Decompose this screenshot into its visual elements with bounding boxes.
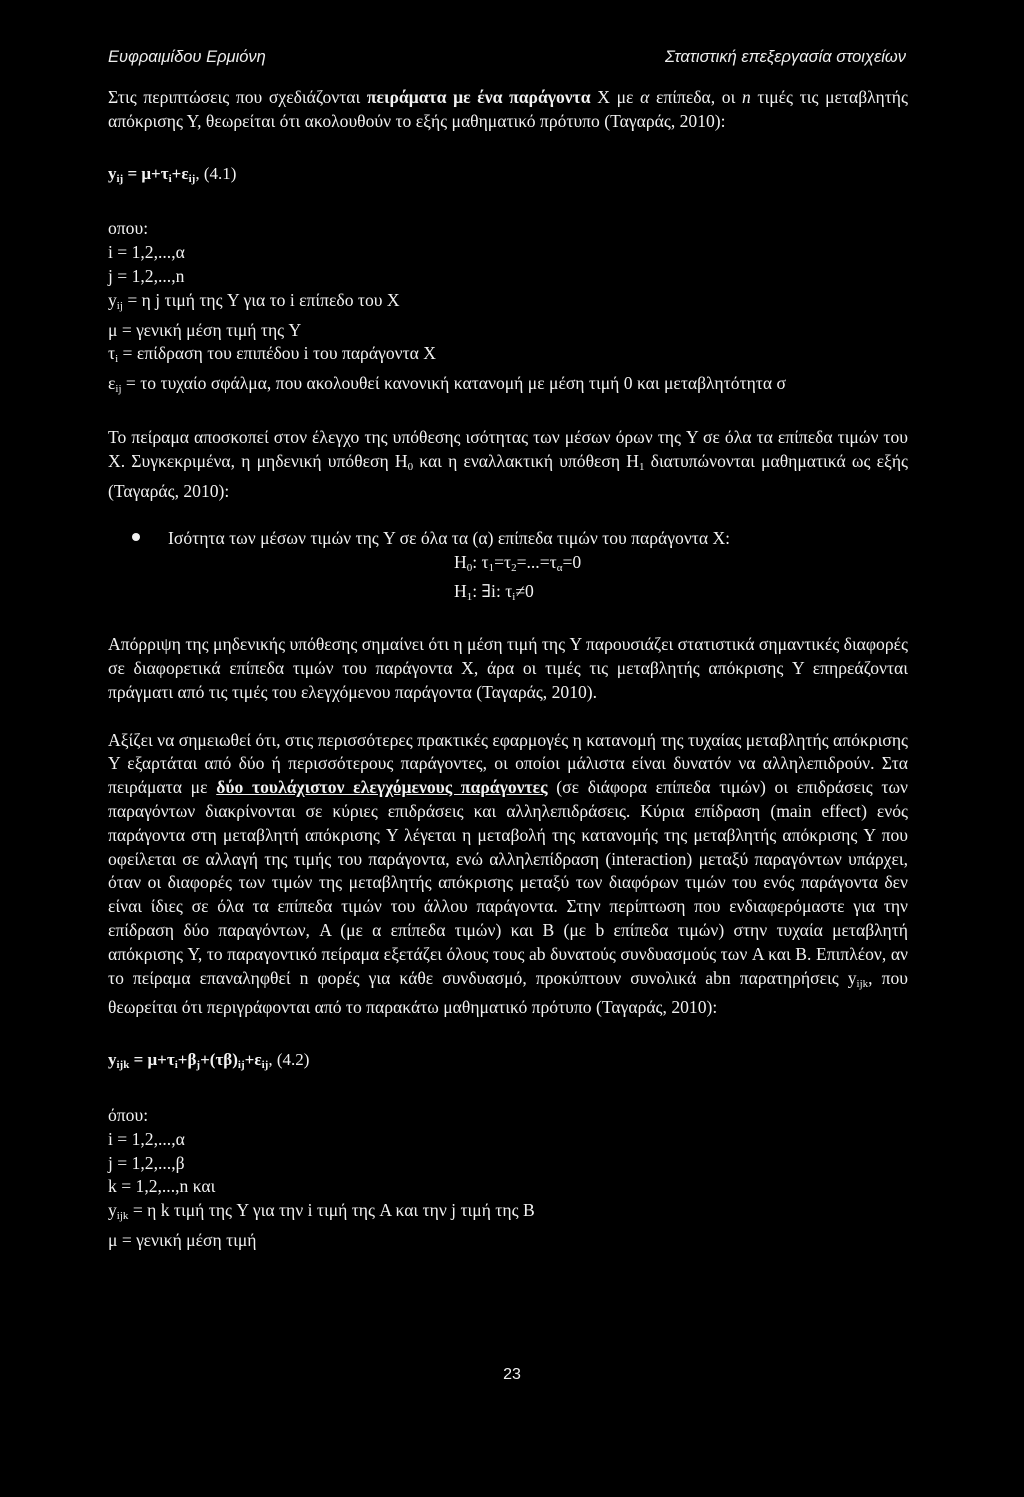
hypothesis-h0: $H_0$: $\tau_1=\tau_2=...=\tau_\alpha=0$ xyxy=(454,552,582,575)
hypothesis-h1: $H_1$: ∃i: $\tau_i\ne 0$ xyxy=(454,581,534,604)
definition-line: όπου: xyxy=(108,1104,149,1125)
definition-line: μ = γενική μέση τιμή της Y xyxy=(108,319,302,340)
header-title: Στατιστική επεξεργασία στοιχείων xyxy=(665,48,906,66)
bullet-icon xyxy=(132,533,140,541)
paragraph-rejection: Απόρριψη της μηδενικής υπόθεσης σημαίνει ότι η μέση τιμή της Y παρουσιάζει στατιστικά σημαντικές διαφορές σε διαφορετικά επίπεδα τιμών του παράγοντα X, άρα οι τιμές τις μεταβλητής απόκρισης Y επηρεάζονται πράγματι από τις τιμές του ελεγχόμενου παράγοντα (Ταγαράς, 2010). xyxy=(108,634,908,702)
equation-4-2: $y_{ijk} = \mu+\tau_i+\beta_j+(\tau\beta)_{ij}+\varepsilon_{ij}$, (4.2) xyxy=(108,1050,310,1072)
definitions-list-2 xyxy=(108,1104,908,1253)
definition-line: $y_{ijk} = \eta$ k τιμή της Y για την i τιμή της A και την j τιμή της B xyxy=(108,1200,535,1223)
definitions-list-1 xyxy=(108,217,908,402)
page-number: 23 xyxy=(503,1366,521,1383)
paragraph-factorial: Αξίζει να σημειωθεί ότι, στις περισσότερες πρακτικές εφαρμογές η κατανομή της τυχαίας μεταβλητής απόκρισης Y εξαρτάται από δύο ή περισσότερους παράγοντες, οι οποίοι μάλιστα είναι δυνατόν να αλληλεπιδρούν. Στα πειράματα με δύο τουλάχιστον ελεγχόμενους παράγοντες (σε διάφορα επίπεδα τιμών) οι επιδράσεις των παραγόντων διακρίνονται σε κύριες επιδράσεις και αλληλεπιδράσεις. Κύρια επίδραση (main effect) ενός παράγοντα στη μεταβλητή απόκρισης Y λέγεται η μεταβολή της κατανομής της μεταβλητής απόκρισης Y που οφείλεται σε αλλαγή της τιμής του παράγοντα, ενώ αλληλεπίδραση (interaction) μεταξύ παραγόντων υπάρχει, όταν οι διαφορές των τιμών της μεταβλητής απόκρισης μεταξύ των διαφόρων τιμών του ενός παράγοντα δεν είναι ίδιες σε όλα τα επίπεδα τιμών του άλλου παράγοντα. Στην περίπτωση που ενδιαφερόμαστε για την επίδραση δύο παραγόντων, A (με α επίπεδα τιμών) και B (με b επίπεδα τιμών) στην τυχαία μεταβλητή απόκρισης Y, το παραγοντικό πείραμα εξετάζει όλους τους ab δυνατούς συνδυασμούς των A και B. Επιπλέον, αν το πείραμα επαναληφθεί n φορές για κάθε συνδυασμό, προκύπτουν συνολικά abn παρατηρήσεις $y_{ijk}$, που θεωρείται ότι περιγράφονται από το παρακάτω μαθηματικό πρότυπο (Ταγαράς, 2010): xyxy=(108,729,909,1018)
definition-line: $\varepsilon_{ij} = \tau o$ τυχαίο σφάλμα, που ακολουθεί κανονική κατανομή με μέση τιμή 0 και μεταβλητότητα σ xyxy=(108,373,786,396)
definition-line: $\tau_i = \varepsilon\pi ί\delta\rho\alpha\sigma\eta$ του επιπέδου i του παράγοντα X xyxy=(108,343,436,366)
bullet-item: Ισότητα των μέσων τιμών της Y σε όλα τα (α) επίπεδα τιμών του παράγοντα X: xyxy=(132,527,908,551)
definition-line: i = 1,2,...,α xyxy=(108,242,185,263)
paragraph-intro: Στις περιπτώσεις που σχεδιάζονται πειράματα με ένα παράγοντα X με α επίπεδα, οι n τιμές τις μεταβλητής απόκρισης Υ, θεωρείται ότι ακολουθούν το εξής μαθηματικό πρότυπο (Ταγαράς, 2010): xyxy=(108,87,908,131)
page-body xyxy=(108,86,908,1253)
definition-line: οπου: xyxy=(108,218,149,239)
equation-4-1: $y_{ij} = \mu+\tau_i+\varepsilon_{ij}$, (4.1) xyxy=(108,163,237,185)
definition-line: j = 1,2,...,β xyxy=(108,1152,185,1173)
definition-line: $y_{ij} = \eta$ j τιμή της Y για το i επίπεδο του X xyxy=(108,289,400,312)
definition-line: k = 1,2,...,n και xyxy=(108,1176,216,1197)
definition-line: i = 1,2,...,α xyxy=(108,1128,185,1149)
definition-line: j = 1,2,...,n xyxy=(108,265,185,286)
header-author: Ευφραιμίδου Ερμιόνη xyxy=(108,48,266,66)
definition-line: μ = γενική μέση τιμή xyxy=(108,1229,257,1250)
page-header xyxy=(108,48,906,67)
paragraph-hypothesis: Το πείραμα αποσκοπεί στον έλεγχο της υπόθεσης ισότητας των μέσων όρων της Y σε όλα τα επίπεδα τιμών του X. Συγκεκριμένα, η μηδενική υπόθεση $H_0$ και η εναλλακτική υπόθεση $H_1$ διατυπώνονται μαθηματικά ως εξής (Ταγαράς, 2010): xyxy=(108,426,908,501)
